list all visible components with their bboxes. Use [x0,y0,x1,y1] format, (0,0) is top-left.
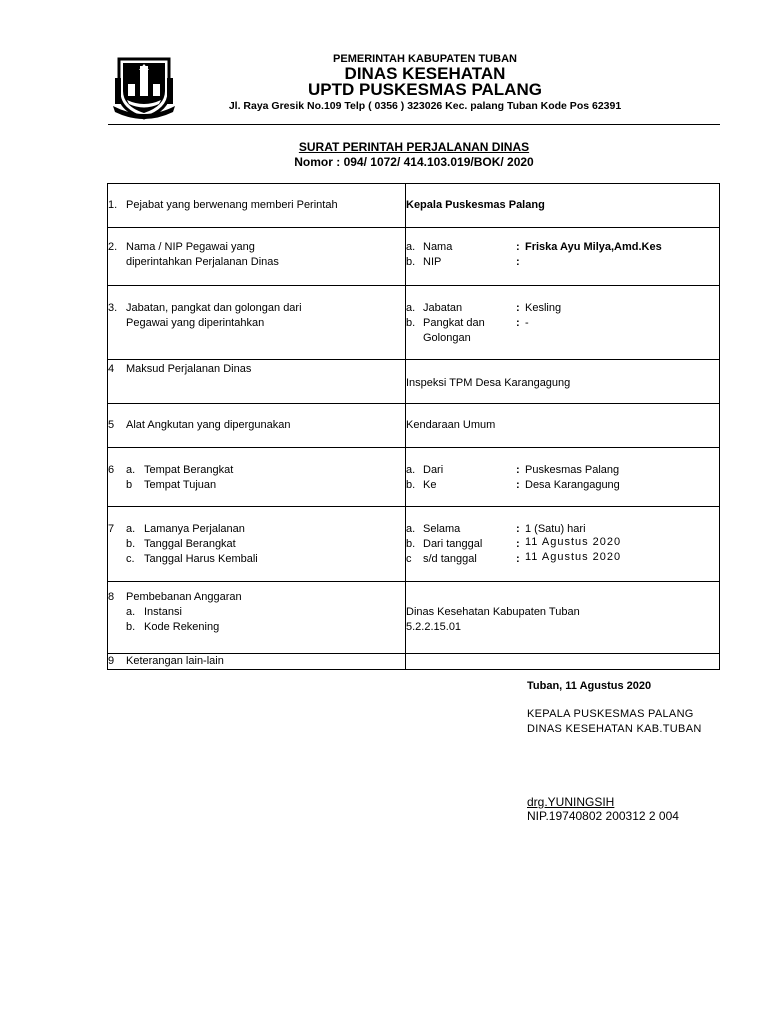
sub-label: Lamanya Perjalanan [144,523,245,535]
sub-label: Instansi [144,606,182,618]
sub-label: Tanggal Harus Kembali [144,553,258,565]
field-label-nip: NIP [423,256,442,268]
sub-letter: b [126,479,133,491]
field-label-dari: Dari [423,464,444,476]
sub-letter: b. [126,621,136,633]
sub-label: Kode Rekening [144,621,220,633]
header-government-name: PEMERINTAH KABUPATEN TUBAN [333,53,517,65]
table-row [108,360,720,404]
item-letter: a. [406,302,416,314]
signatory-name: drg.YUNINGSIH [527,795,615,809]
row-label: Nama / NIP Pegawai yang [126,241,255,253]
field-value-dari-tanggal: 11 Agustus 2020 [525,536,622,548]
sub-label: Tempat Tujuan [144,479,217,491]
item-letter: a. [406,241,416,253]
field-label-sd-tanggal: s/d tanggal [423,553,477,565]
table-row [108,184,720,228]
row-value: Kepala Puskesmas Palang [406,199,545,211]
item-letter: c [406,553,412,565]
field-value-selama: 1 (Satu) hari [525,523,586,535]
field-colon: : [516,256,520,268]
field-value-ke: Desa Karangagung [525,479,620,491]
row-value: Kendaraan Umum [406,419,496,431]
field-label-selama: Selama [423,523,461,535]
item-letter: b. [406,256,416,268]
row-value-kode-rekening: 5.2.2.15.01 [406,621,462,633]
row-value: Inspeksi TPM Desa Karangagung [406,377,571,389]
table-row [108,507,720,582]
row-number: 6 [108,464,115,476]
row-number: 1. [108,199,118,211]
sub-letter: a. [126,606,136,618]
field-value-dari: Puskesmas Palang [525,464,620,476]
signature-position-line1: KEPALA PUSKESMAS PALANG [527,708,694,720]
row-number: 8 [108,591,115,603]
row-label: Pejabat yang berwenang memberi Perintah [126,199,338,211]
table-row [108,654,720,670]
table-row [108,286,720,360]
field-label-ke: Ke [423,479,437,491]
item-letter: a. [406,523,416,535]
row-label: Maksud Perjalanan Dinas [126,363,252,375]
document-number: Nomor : 094/ 1072/ 414.103.019/BOK/ 2020 [294,155,534,169]
field-value-jabatan: Kesling [525,302,562,314]
field-label-dari-tanggal: Dari tanggal [423,538,483,550]
document-title: SURAT PERINTAH PERJALANAN DINAS [298,140,530,154]
row-number: 7 [108,523,115,535]
table-row [108,228,720,286]
sub-label: Tempat Berangkat [144,464,234,476]
item-letter: b. [406,479,416,491]
row-number: 5 [108,419,115,431]
sub-letter: c. [126,553,135,565]
row-label: Alat Angkutan yang dipergunakan [126,419,291,431]
signature-position-line2: DINAS KESEHATAN KAB.TUBAN [527,723,702,735]
field-value-sd-tanggal: 11 Agustus 2020 [525,551,622,563]
row-number: 9 [108,655,115,667]
field-colon: : [516,538,520,550]
field-colon: : [516,241,520,253]
item-letter: b. [406,538,416,550]
signatory-nip: NIP.19740802 200312 2 004 [527,809,679,823]
sub-label: Tanggal Berangkat [144,538,236,550]
field-label-jabatan: Jabatan [423,302,463,314]
field-label-nama: Nama [423,241,453,253]
signature-place-date: Tuban, 11 Agustus 2020 [527,680,652,692]
sub-letter: a. [126,523,136,535]
row-number: 2. [108,241,118,253]
field-colon: : [516,479,520,491]
field-colon: : [516,523,520,535]
header-department-name: DINAS KESEHATAN [344,64,506,83]
item-letter: a. [406,464,416,476]
field-value-nama: Friska Ayu Milya,Amd.Kes [525,241,662,253]
field-colon: : [516,317,520,329]
header-address: Jl. Raya Gresik No.109 Telp ( 0356 ) 323026 Kec. palang Tuban Kode Pos 62391 [228,100,622,112]
header-unit-name: UPTD PUSKESMAS PALANG [308,80,542,99]
field-label-golongan: Golongan [423,332,471,344]
header-divider [108,124,720,125]
table-row [108,582,720,654]
row-label: Pegawai yang diperintahkan [126,317,265,329]
sub-letter: a. [126,464,136,476]
row-label: diperintahkan Perjalanan Dinas [126,256,279,268]
row-number: 4 [108,363,115,375]
row-value-instansi: Dinas Kesehatan Kabupaten Tuban [406,606,580,618]
travel-order-table [107,183,720,670]
field-colon: : [516,302,520,314]
table-row [108,448,720,507]
field-value-pangkat: - [525,317,529,329]
table-row [108,404,720,448]
item-letter: b. [406,317,416,329]
sub-letter: b. [126,538,136,550]
row-label: Keterangan lain-lain [126,655,224,667]
field-label-pangkat: Pangkat dan [423,317,485,329]
field-colon: : [516,553,520,565]
row-number: 3. [108,302,118,314]
field-colon: : [516,464,520,476]
row-label: Pembebanan Anggaran [126,591,242,603]
row-label: Jabatan, pangkat dan golongan dari [126,302,302,314]
